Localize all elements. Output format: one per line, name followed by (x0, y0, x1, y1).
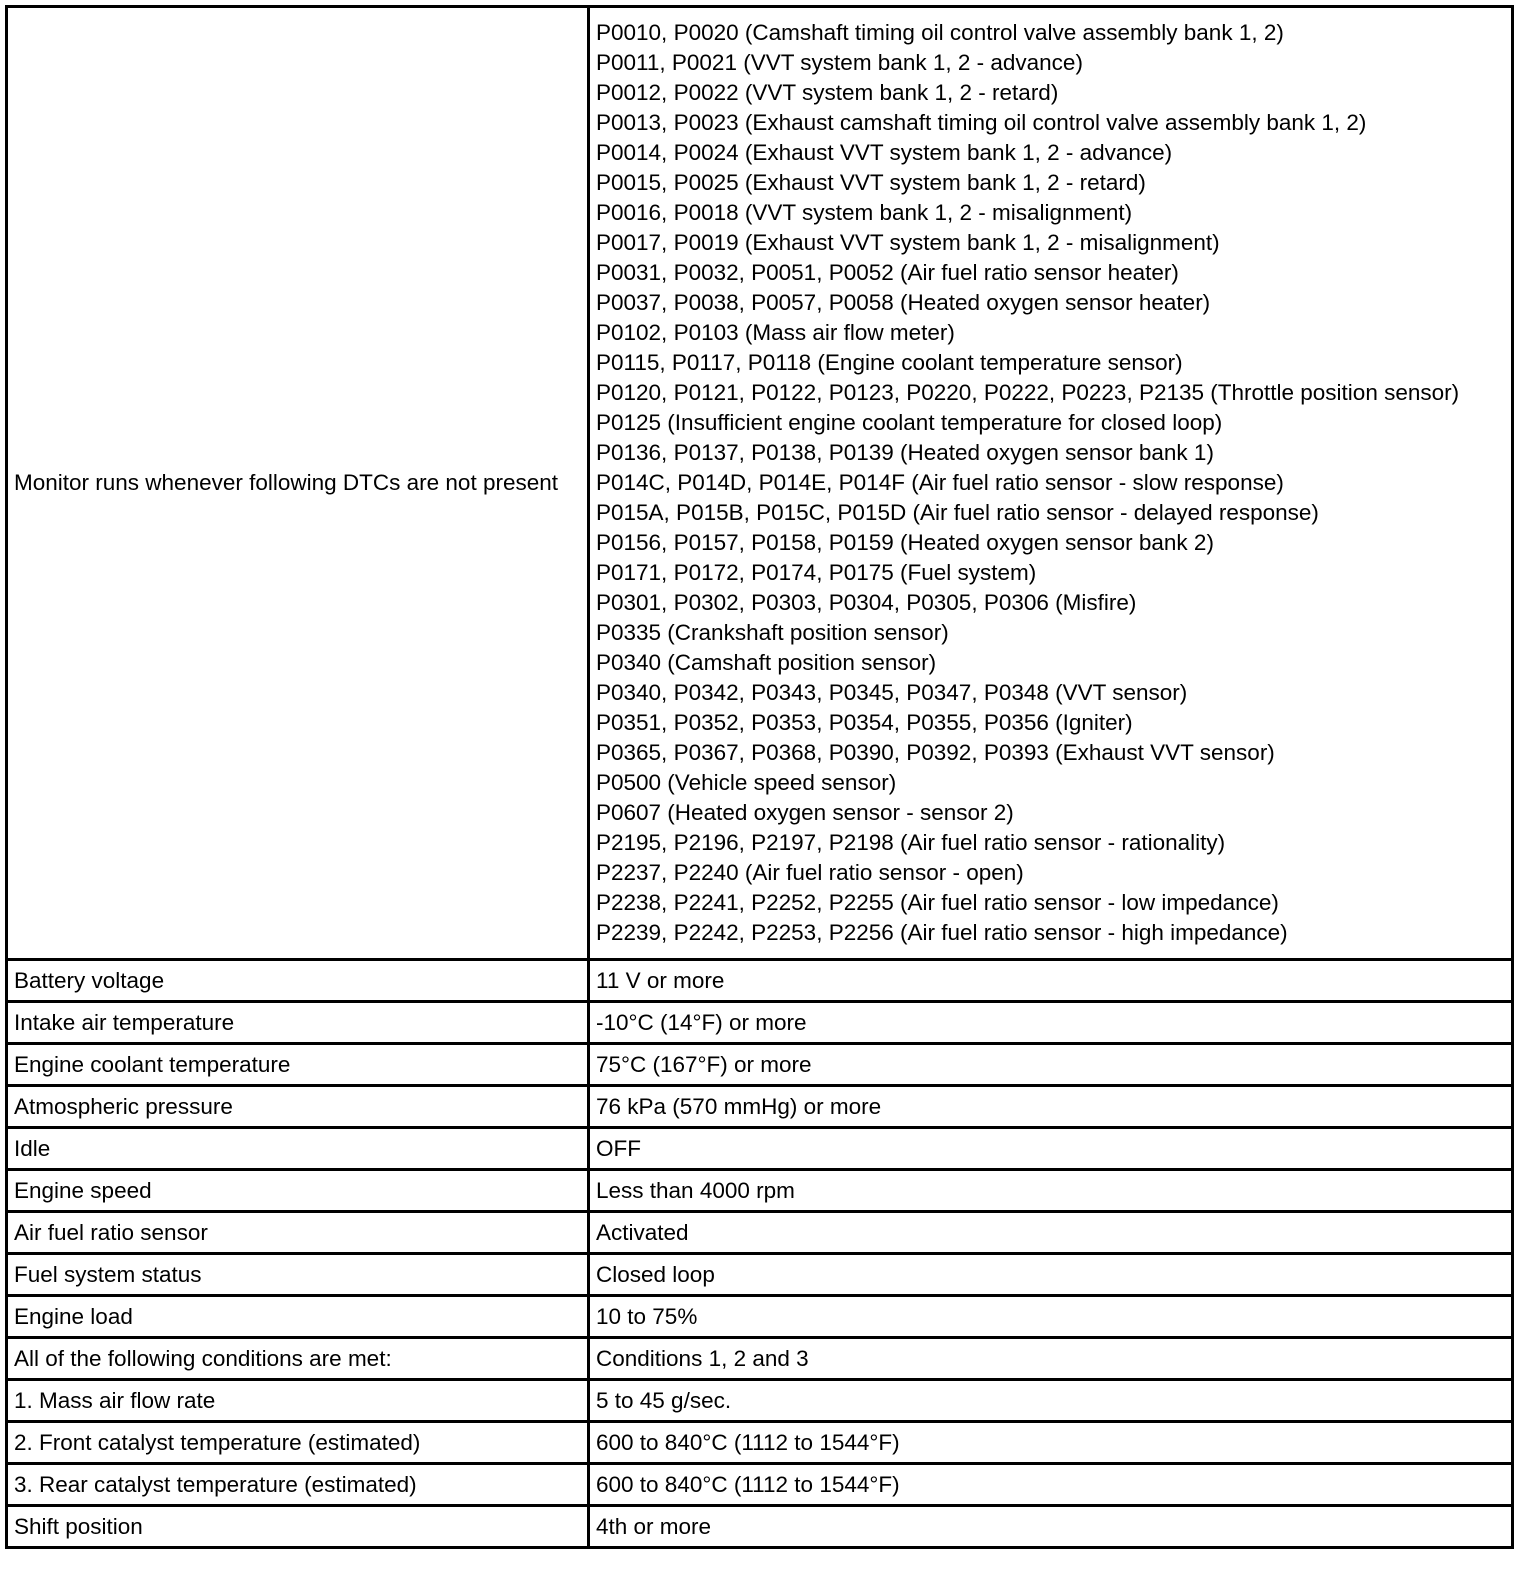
dtc-line: P0014, P0024 (Exhaust VVT system bank 1, 2 - advance) (596, 140, 1173, 165)
value-cell: 4th or more (589, 1506, 1513, 1548)
value-cell: 600 to 840°C (1112 to 1544°F) (589, 1464, 1513, 1506)
param-cell: Engine coolant temperature (7, 1044, 589, 1086)
param-cell: Engine speed (7, 1170, 589, 1212)
dtc-line: P0012, P0022 (VVT system bank 1, 2 - retard) (596, 80, 1059, 105)
table-row (7, 1002, 1513, 1044)
dtc-line: P0340 (Camshaft position sensor) (596, 650, 937, 675)
param-cell: 3. Rear catalyst temperature (estimated) (7, 1464, 589, 1506)
dtc-line: P0340, P0342, P0343, P0345, P0347, P0348 (VVT sensor) (596, 680, 1188, 705)
param-cell: 1. Mass air flow rate (7, 1380, 589, 1422)
dtc-line: P0136, P0137, P0138, P0139 (Heated oxygen sensor bank 1) (596, 440, 1214, 465)
dtc-line: P0010, P0020 (Camshaft timing oil control valve assembly bank 1, 2) (596, 20, 1284, 45)
table-row (7, 1212, 1513, 1254)
dtc-line: P0017, P0019 (Exhaust VVT system bank 1, 2 - misalignment) (596, 230, 1220, 255)
dtc-line: P0500 (Vehicle speed sensor) (596, 770, 897, 795)
param-cell: All of the following conditions are met: (7, 1338, 589, 1380)
param-cell: Air fuel ratio sensor (7, 1212, 589, 1254)
param-cell: Shift position (7, 1506, 589, 1548)
param-cell: Fuel system status (7, 1254, 589, 1296)
param-cell: Atmospheric pressure (7, 1086, 589, 1128)
value-cell: 11 V or more (589, 960, 1513, 1002)
table-body (7, 7, 1513, 1548)
dtc-line: P0351, P0352, P0353, P0354, P0355, P0356 (Igniter) (596, 710, 1133, 735)
value-cell: Closed loop (589, 1254, 1513, 1296)
dtc-line: P0156, P0157, P0158, P0159 (Heated oxygen sensor bank 2) (596, 530, 1214, 555)
param-cell: 2. Front catalyst temperature (estimated) (7, 1422, 589, 1464)
dtc-line: P0607 (Heated oxygen sensor - sensor 2) (596, 800, 1014, 825)
dtc-line: P2238, P2241, P2252, P2255 (Air fuel ratio sensor - low impedance) (596, 890, 1279, 915)
dtc-line: P0301, P0302, P0303, P0304, P0305, P0306 (Misfire) (596, 590, 1137, 615)
dtc-line: P0037, P0038, P0057, P0058 (Heated oxygen sensor heater) (596, 290, 1211, 315)
value-cell: Less than 4000 rpm (589, 1170, 1513, 1212)
dtc-line: P0102, P0103 (Mass air flow meter) (596, 320, 955, 345)
value-cell: 10 to 75% (589, 1296, 1513, 1338)
value-cell: 600 to 840°C (1112 to 1544°F) (589, 1422, 1513, 1464)
value-cell: 5 to 45 g/sec. (589, 1380, 1513, 1422)
table-row (7, 1506, 1513, 1548)
dtc-line: P0335 (Crankshaft position sensor) (596, 620, 949, 645)
dtc-line: P0115, P0117, P0118 (Engine coolant temperature sensor) (596, 350, 1183, 375)
table-row (7, 1128, 1513, 1170)
param-cell: Intake air temperature (7, 1002, 589, 1044)
dtc-line: P0013, P0023 (Exhaust camshaft timing oil control valve assembly bank 1, 2) (596, 110, 1367, 135)
dtc-list-cell (589, 7, 1513, 960)
value-cell: OFF (589, 1128, 1513, 1170)
table-row (7, 1044, 1513, 1086)
dtc-line: P2195, P2196, P2197, P2198 (Air fuel ratio sensor - rationality) (596, 830, 1226, 855)
value-cell: 75°C (167°F) or more (589, 1044, 1513, 1086)
table-row (7, 1338, 1513, 1380)
value-cell: Conditions 1, 2 and 3 (589, 1338, 1513, 1380)
dtc-line: P2239, P2242, P2253, P2256 (Air fuel ratio sensor - high impedance) (596, 920, 1288, 945)
table-row (7, 1464, 1513, 1506)
dtc-line: P0011, P0021 (VVT system bank 1, 2 - advance) (596, 50, 1083, 75)
value-cell: Activated (589, 1212, 1513, 1254)
table-row (7, 1296, 1513, 1338)
table-row (7, 960, 1513, 1002)
table-row (7, 1254, 1513, 1296)
dtc-line: P015A, P015B, P015C, P015D (Air fuel ratio sensor - delayed response) (596, 500, 1319, 525)
table-row (7, 1170, 1513, 1212)
value-cell: -10°C (14°F) or more (589, 1002, 1513, 1044)
dtc-line: P0171, P0172, P0174, P0175 (Fuel system) (596, 560, 1037, 585)
dtc-line: P0016, P0018 (VVT system bank 1, 2 - misalignment) (596, 200, 1133, 225)
monitor-conditions-table (5, 5, 1514, 1549)
table-row (7, 1380, 1513, 1422)
table-row (7, 1422, 1513, 1464)
dtc-line: P0015, P0025 (Exhaust VVT system bank 1, 2 - retard) (596, 170, 1146, 195)
param-cell: Battery voltage (7, 960, 589, 1002)
param-cell: Engine load (7, 1296, 589, 1338)
dtc-line: P0365, P0367, P0368, P0390, P0392, P0393 (Exhaust VVT sensor) (596, 740, 1275, 765)
dtc-line: P0125 (Insufficient engine coolant temperature for closed loop) (596, 410, 1223, 435)
table-row (7, 1086, 1513, 1128)
dtc-line: P2237, P2240 (Air fuel ratio sensor - open) (596, 860, 1024, 885)
dtc-line: P014C, P014D, P014E, P014F (Air fuel ratio sensor - slow response) (596, 470, 1284, 495)
table-row-dtc (7, 7, 1513, 960)
dtc-line: P0031, P0032, P0051, P0052 (Air fuel ratio sensor heater) (596, 260, 1179, 285)
param-cell: Monitor runs whenever following DTCs are not present (7, 7, 589, 960)
value-cell: 76 kPa (570 mmHg) or more (589, 1086, 1513, 1128)
dtc-line: P0120, P0121, P0122, P0123, P0220, P0222, P0223, P2135 (Throttle position sensor) (596, 380, 1460, 405)
param-cell: Idle (7, 1128, 589, 1170)
